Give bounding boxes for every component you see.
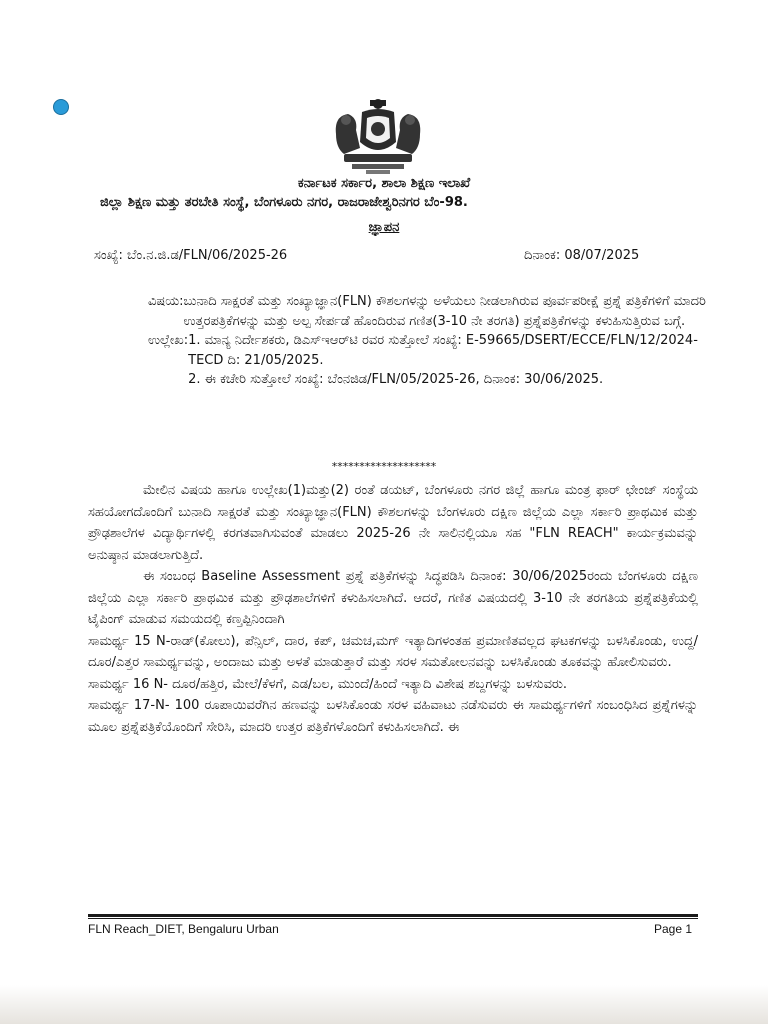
- body-paragraph-5: ಸಾಮರ್ಥ್ಯ 17-N- 100 ರೂಪಾಯಿವರೆಗಿನ ಹಣವನ್ನು ಬಳಸಿಕೊಂಡು ಸರಳ ವಹಿವಾಟು ನಡೆಸುವರು ಈ ಸಾಮರ್ಥ್ಯಗಳಿಗೆ ಸಂಬಂಧಿಸಿದ ಪ್ರಶ್ನೆಗಳನ್ನು ಮೂಲ ಪ್ರಶ್ನೆಪತ್ರಿಕೆಯೊಂದಿಗೆ ಸೇರಿಸಿ, ಮಾದರಿ ಉತ್ತರ ಪತ್ರಿಕೆಗಳೊಂದಿಗೆ ಕಳುಹಿಸಲಾಗಿದೆ. ಈ: [88, 698, 698, 735]
- reference-label: ಉಲ್ಲೇಖ:: [148, 333, 189, 348]
- footer-rule-thin: [88, 918, 698, 919]
- body-paragraph-4: ಸಾಮರ್ಥ್ಯ 16 N- ದೂರ/ಹತ್ತಿರ, ಮೇಲೆ/ಕೆಳಗೆ, ಎಡ/ಬಲ, ಮುಂದೆ/ಹಿಂದೆ ಇತ್ಯಾದಿ ವಿಶೇಷ ಶಬ್ದಗಳನ್ನು ಬಳಸುವರು.: [88, 676, 568, 692]
- body-paragraph-3: ಸಾಮರ್ಥ್ಯ 15 N-ರಾಡ್(ಕೋಲು), ಪೆನ್ಸಿಲ್, ದಾರ, ಕಪ್, ಚಮಚ,ಮಗ್ ಇತ್ಯಾದಿಗಳಂತಹ ಪ್ರಮಾಣಿತವಲ್ಲದ ಘಟಕಗಳನ್ನು ಬಳಸಿಕೊಂಡು, ಉದ್ದ/ದೂರ/ಎತ್ತರ ಸಾಮರ್ಥ್ಯವನ್ನು, ಅಂದಾಜು ಮತ್ತು ಅಳತೆ ಮಾಡುತ್ತಾರೆ ಮತ್ತು ಸರಳ ಸಮತೋಲನವನ್ನು ಬಳಸಿಕೊಂಡು ತೂಕವನ್ನು ಹೋಲಿಸುವರು.: [88, 633, 698, 670]
- reference-item-1: 1. ಮಾನ್ಯ ನಿರ್ದೇಶಕರು, ಡಿಎಸ್ಇಆರ್‌ಟಿ ರವರ ಸುತ್ತೋಲೆ ಸಂಖ್ಯೆ: E-59665/DSERT/ECCE/FLN/12/2024-TECD ದಿ: 21/05/2025.: [188, 333, 698, 368]
- reference-row: [148, 331, 708, 390]
- reference-item-2: 2. ಈ ಕಚೇರಿ ಸುತ್ತೋಲೆ ಸಂಖ್ಯೆ: ಬೆಂನಜಿಡ/FLN/05/2025-26, ದಿನಾಂಕ: 30/06/2025.: [188, 372, 604, 387]
- footer-org: FLN Reach_DIET, Bengaluru Urban: [88, 922, 279, 936]
- page-bottom-shadow: [0, 985, 768, 1024]
- karnataka-emblem-icon: [330, 96, 426, 178]
- subject-text: ಬುನಾದಿ ಸಾಕ್ಷರತೆ ಮತ್ತು ಸಂಖ್ಯಾಜ್ಞಾನ(FLN) ಕೌಶಲಗಳನ್ನು ಅಳೆಯಲು ನೀಡಲಾಗಿರುವ ಪೂರ್ವಪರೀಕ್ಷೆ ಪ್ರಶ್ನೆ ಪತ್ರಿಕೆಗಳಿಗೆ ಮಾದರಿ ಉತ್ತರಪತ್ರಿಕೆಗಳನ್ನು ಮತ್ತು ಅಲ್ಪ ಸೇರ್ಪಡೆ ಹೊಂದಿರುವ ಗಣಿತ(3-10 ನೇ ತರಗತಿ) ಪ್ರಶ್ನೆಪತ್ರಿಕೆಗಳನ್ನು ಕಳುಹಿಸುತ್ತಿರುವ ಬಗ್ಗೆ.: [183, 294, 706, 329]
- reference-list: [188, 331, 708, 390]
- separator-stars: *******************: [331, 460, 437, 473]
- subject-block: [148, 292, 708, 390]
- blue-dot-marker-icon: [53, 99, 69, 115]
- institute-heading: ಜಿಲ್ಲಾ ಶಿಕ್ಷಣ ಮತ್ತು ತರಬೇತಿ ಸಂಸ್ಥೆ, ಬೆಂಗಳೂರು ನಗರ, ರಾಜರಾಜೇಶ್ವರಿನಗರ ಬೆಂ-98.: [100, 195, 468, 210]
- reference-number: ಸಂಖ್ಯೆ: ಬೆಂ.ನ.ಜಿ.ಡ/FLN/06/2025-26: [94, 248, 288, 263]
- subject-row: [148, 292, 708, 331]
- reference-date: ದಿನಾಂಕ: 08/07/2025: [524, 248, 640, 263]
- footer-rule: [88, 914, 698, 917]
- body-paragraph-2: ಈ ಸಂಬಂಧ Baseline Assessment ಪ್ರಶ್ನೆ ಪತ್ರಿಕೆಗಳನ್ನು ಸಿದ್ಧಪಡಿಸಿ ದಿನಾಂಕ: 30/06/2025ರಂದು ಬೆಂಗಳೂರು ದಕ್ಷಿಣ ಜಿಲ್ಲೆಯ ಎಲ್ಲಾ ಸರ್ಕಾರಿ ಪ್ರಾಥಮಿಕ ಮತ್ತು ಪ್ರೌಢಶಾಲೆಗಳಿಗೆ ಕಳುಹಿಸಲಾಗಿದೆ. ಆದರೆ, ಗಣಿತ ವಿಷಯದಲ್ಲಿ 3-10 ನೇ ತರಗತಿಯ ಪ್ರಶ್ನೆಪತ್ರಿಕೆಯಲ್ಲಿ ಟೈಪಿಂಗ್ ಮಾಡುವ ಸಮಯದಲ್ಲಿ ಕಣ್ತಪ್ಪಿನಿಂದಾಗಿ: [88, 569, 698, 627]
- doc-type-heading: ಜ್ಞಾಪನ: [368, 220, 400, 235]
- govt-dept-heading: ಕರ್ನಾಟಕ ಸರ್ಕಾರ, ಶಾಲಾ ಶಿಕ್ಷಣ ಇಲಾಖೆ: [297, 176, 471, 191]
- subject-label: ವಿಷಯ:: [148, 294, 184, 309]
- body-paragraph-1: ಮೇಲಿನ ವಿಷಯ ಹಾಗೂ ಉಲ್ಲೇಖ(1)ಮತ್ತು(2) ರಂತೆ ಡಯಟ್, ಬೆಂಗಳೂರು ನಗರ ಜಿಲ್ಲೆ ಹಾಗೂ ಮಂತ್ರ ಫಾರ್ ಛೇಂಜ್ ಸಂಸ್ಥೆಯ ಸಹಯೋಗದೊಂದಿಗೆ ಬುನಾದಿ ಸಾಕ್ಷರತೆ ಮತ್ತು ಸಂಖ್ಯಾಜ್ಞಾನ(FLN) ಕೌಶಲಗಳನ್ನು ಬೆಂಗಳೂರು ದಕ್ಷಿಣ ಜಿಲ್ಲೆಯ ಎಲ್ಲಾ ಸರ್ಕಾರಿ ಪ್ರಾಥಮಿಕ ಮತ್ತು ಪ್ರೌಢಶಾಲೆಗಳ ವಿದ್ಯಾರ್ಥಿಗಳಲ್ಲಿ ಕರಗತವಾಗಿಸುವಂತೆ ಮಾಡಲು 2025-26 ನೇ ಸಾಲಿನಲ್ಲಿಯೂ ಸಹ "FLN REACH" ಕಾರ್ಯಕ್ರಮವನ್ನು ಅನುಷ್ಠಾನ ಮಾಡಲಾಗುತ್ತಿದೆ.: [88, 483, 698, 563]
- footer-page-number: Page 1: [654, 922, 693, 936]
- memo-body: [88, 480, 698, 738]
